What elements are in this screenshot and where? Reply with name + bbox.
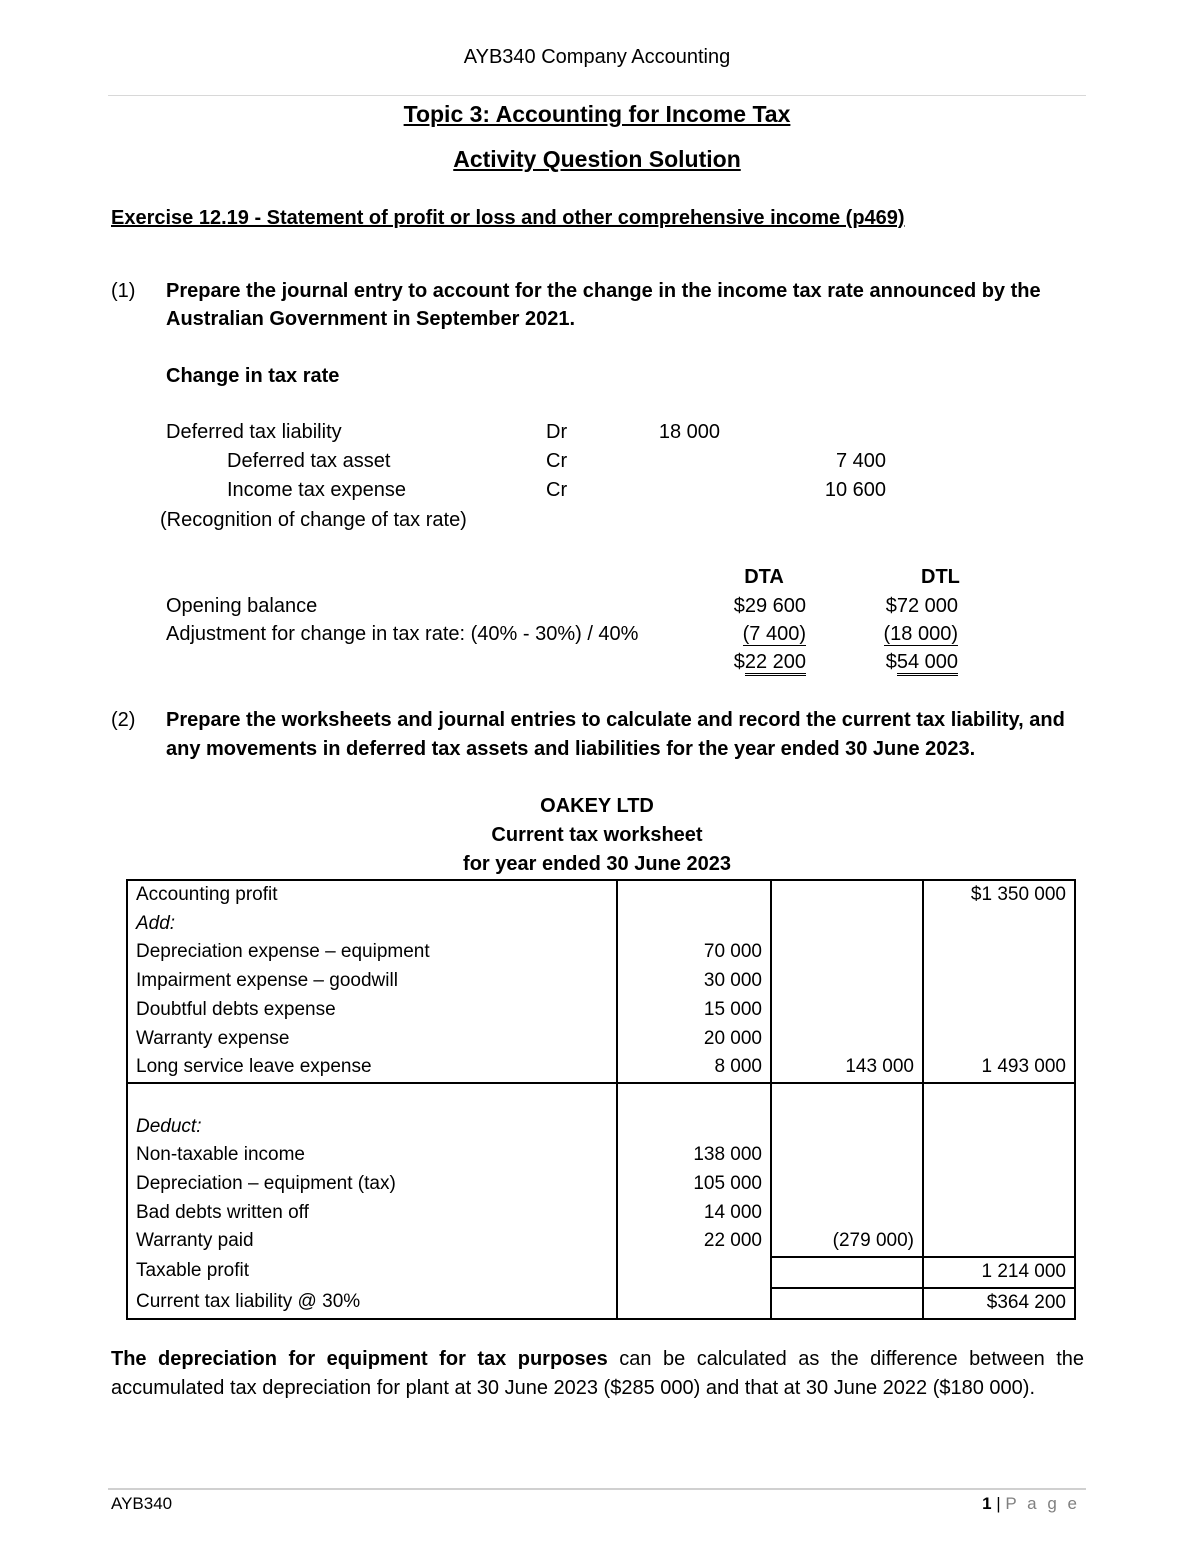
- ws-label: Depreciation – equipment (tax): [127, 1170, 617, 1199]
- ws-subtotal: (279 000): [771, 1227, 923, 1257]
- table-row: [127, 880, 1075, 910]
- table-row: [127, 1053, 1075, 1083]
- journal-drcr: Dr: [546, 421, 568, 443]
- journal-narration: (Recognition of change of tax rate): [160, 509, 467, 531]
- table-row: [127, 1288, 1075, 1319]
- journal-account: Deferred tax liability: [166, 421, 342, 443]
- page-num: 1: [982, 1494, 992, 1513]
- q1-section-heading: Change in tax rate: [166, 365, 340, 387]
- table-row: [127, 1025, 1075, 1054]
- ws-label: Non-taxable income: [127, 1141, 617, 1170]
- ws-label: Doubtful debts expense: [127, 996, 617, 1025]
- recon-dta-adjustment: (7 400): [742, 623, 806, 645]
- ws-total: $1 350 000: [923, 880, 1075, 910]
- ws-amount: 8 000: [617, 1053, 771, 1083]
- ws-amount: 14 000: [617, 1199, 771, 1228]
- ws-amount: 105 000: [617, 1170, 771, 1199]
- ws-amount: 15 000: [617, 996, 771, 1025]
- q1-number: (1): [111, 280, 136, 302]
- footer-course: AYB340: [111, 1494, 173, 1513]
- page-sep: |: [991, 1494, 1006, 1513]
- topic-title: Topic 3: Accounting for Income Tax: [403, 101, 791, 127]
- journal-credit: 10 600: [824, 479, 886, 501]
- ws-total: $364 200: [923, 1288, 1075, 1319]
- q2-number: (2): [111, 709, 136, 731]
- journal-account: Income tax expense: [227, 479, 406, 501]
- table-row: [127, 967, 1075, 996]
- recon-dta-total-prefix: $: [733, 651, 745, 673]
- footer-divider: [108, 1488, 1086, 1490]
- table-row: [127, 996, 1075, 1025]
- ws-amount: 70 000: [617, 938, 771, 967]
- recon-dtl-value: [858, 623, 958, 646]
- recon-dta-total: [706, 651, 806, 674]
- recon-col-dtl: DTL: [921, 566, 960, 588]
- page-word: P a g e: [1005, 1494, 1080, 1513]
- recon-label: Opening balance: [166, 595, 318, 617]
- ws-subtotal: 143 000: [771, 1053, 923, 1083]
- ws-label: Bad debts written off: [127, 1199, 617, 1228]
- recon-dtl-total-prefix: $: [885, 651, 897, 673]
- recon-dta-total-value: 22 200: [745, 651, 806, 676]
- table-row: [127, 910, 1075, 939]
- recon-dta-value: $29 600: [733, 595, 806, 617]
- journal-account: Deferred tax asset: [227, 450, 391, 472]
- recon-dtl-total-value: 54 000: [897, 651, 958, 676]
- page-number: [880, 1494, 1080, 1514]
- ws-label: Long service leave expense: [127, 1053, 617, 1083]
- journal-credit: 7 400: [835, 450, 886, 472]
- ws-deduct-label: Deduct:: [127, 1113, 617, 1142]
- recon-col-dta: DTA: [744, 566, 784, 588]
- ws-amount: 138 000: [617, 1141, 771, 1170]
- ws-label: Current tax liability @ 30%: [127, 1288, 617, 1319]
- ws-amount: 22 000: [617, 1227, 771, 1257]
- ws-label: Impairment expense – goodwill: [127, 967, 617, 996]
- worksheet-period: for year ended 30 June 2023: [463, 853, 731, 875]
- recon-dtl-total: [858, 651, 958, 674]
- table-row: [127, 938, 1075, 967]
- note-bold: The depreciation for equipment for tax purposes: [111, 1348, 608, 1370]
- table-row: [127, 1257, 1075, 1288]
- table-row: [127, 1199, 1075, 1228]
- ws-label: Depreciation expense – equipment: [127, 938, 617, 967]
- worksheet-title: Current tax worksheet: [491, 824, 703, 846]
- ws-label: Warranty paid: [127, 1227, 617, 1257]
- table-row: [127, 1170, 1075, 1199]
- journal-drcr: Cr: [546, 450, 568, 472]
- depreciation-note: [111, 1345, 1084, 1403]
- header-divider: [108, 95, 1086, 96]
- journal-debit: 18 000: [658, 421, 720, 443]
- q1-text-line2: Australian Government in September 2021.: [166, 308, 576, 330]
- ws-add-label: Add:: [127, 910, 617, 939]
- table-row: [127, 1141, 1075, 1170]
- journal-drcr: Cr: [546, 479, 568, 501]
- activity-subtitle: Activity Question Solution: [453, 146, 741, 172]
- ws-label: Accounting profit: [127, 880, 617, 910]
- ws-label: Warranty expense: [127, 1025, 617, 1054]
- recon-dta-value: [706, 623, 806, 646]
- recon-label: Adjustment for change in tax rate: (40% - 30%) / 40%: [166, 623, 639, 645]
- ws-label: Taxable profit: [127, 1257, 617, 1288]
- ws-amount: 30 000: [617, 967, 771, 996]
- exercise-heading: Exercise 12.19 - Statement of profit or loss and other comprehensive income (p469): [111, 207, 905, 229]
- recon-dtl-value: $72 000: [885, 595, 958, 617]
- q2-text-line1: Prepare the worksheets and journal entries to calculate and record the current tax liability, and: [166, 709, 1065, 731]
- table-row: [127, 1227, 1075, 1257]
- current-tax-worksheet: [126, 879, 1076, 1320]
- table-row: [127, 1113, 1075, 1142]
- note-text: can be calculated as the difference between the accumulated tax depreciation for plant at 30 June 2023 ($285 000) and that at 30 June 2022 ($180 000).: [111, 1348, 1084, 1399]
- ws-amount: 20 000: [617, 1025, 771, 1054]
- ws-total: 1 214 000: [923, 1257, 1075, 1288]
- recon-dtl-adjustment: (18 000): [883, 623, 958, 645]
- ws-total: 1 493 000: [923, 1053, 1075, 1083]
- page-header: AYB340 Company Accounting: [463, 46, 731, 68]
- worksheet-company: OAKEY LTD: [540, 795, 654, 817]
- q1-text-line1: Prepare the journal entry to account for the change in the income tax rate announced by the: [166, 280, 1041, 302]
- table-row: [127, 1083, 1075, 1113]
- q2-text-line2: any movements in deferred tax assets and liabilities for the year ended 30 June 2023.: [166, 738, 976, 760]
